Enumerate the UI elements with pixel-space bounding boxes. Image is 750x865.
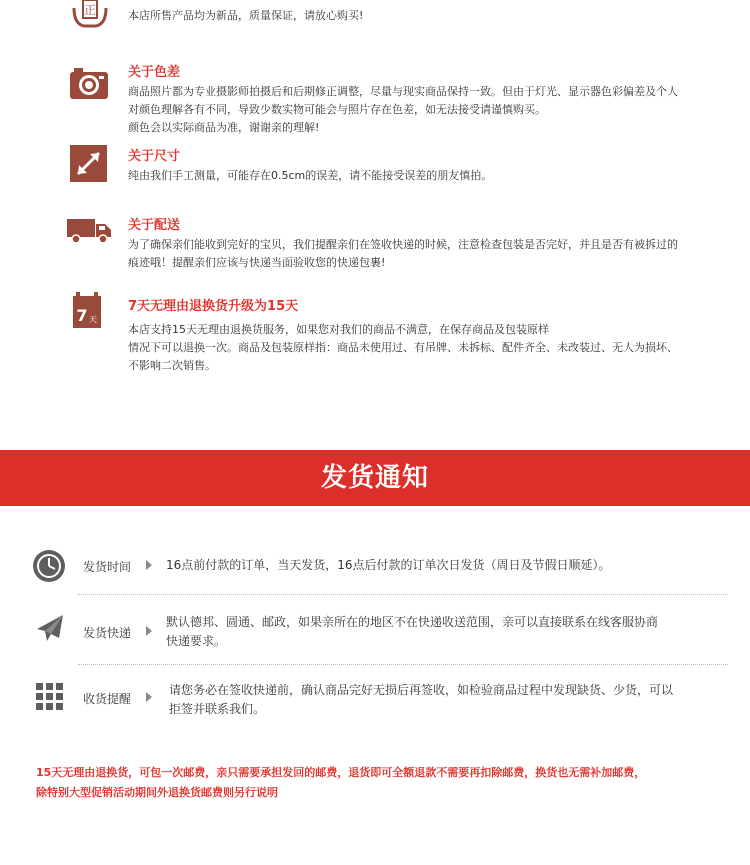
shipping-receipt-label: 收货提醒 <box>83 692 132 706</box>
svg-text:7: 7 <box>76 306 88 325</box>
resize-icon <box>70 145 110 185</box>
arrow-right-icon <box>146 560 152 570</box>
section-return-text: 本店支持15天无理由退换货服务，如果您对我们的商品不满意，在保存商品及包装原样 情况下可以退换一次。商品及包装原样指：商品未使用过、有吊牌、未拆标、配件齐全、未改装过、无人为损坏、 不影响二次销售。 <box>128 323 678 372</box>
shipping-courier-text: 默认德邦、圆通、邮政，如果亲所在的地区不在快递收送范围，亲可以直接联系在线客服协商 快递要求。 <box>166 615 659 648</box>
section-return-title: 7天无理由退换货升级为15天 <box>128 299 299 314</box>
seven-day-icon <box>73 292 103 330</box>
footer-notice-line-2: 除特别大型促销活动期间外退换货邮费则另行说明 <box>36 786 278 799</box>
section-color-text: 商品照片都为专业摄影师拍摄后和后期修正调整，尽量与现实商品保持一致。但由于灯光、显示器色彩偏差及个人 对颜色理解各有不同，导致少数实物可能会与照片存在色差，如无法接受请谨慎购买。 颜色会以实际商品为准，谢谢亲的理解! <box>128 85 678 134</box>
shipping-receipt-row <box>33 678 723 728</box>
arrow-right-icon <box>146 626 152 636</box>
quality-icon <box>70 0 110 34</box>
clock-icon <box>33 550 65 582</box>
section-color-title: 关于色差 <box>128 65 181 80</box>
divider <box>78 594 728 595</box>
shipping-courier-row <box>33 610 723 660</box>
section-delivery-text: 为了确保亲们能收到完好的宝贝，我们提醒亲们在签收快递的时候，注意检查包装是否完好，并且是否有被拆过的 痕迹哦！提醒亲们应该与快递当面验收您的快递包裹! <box>128 238 678 269</box>
svg-text:天: 天 <box>89 315 97 324</box>
shipping-receipt-text: 请您务必在签收快递前，确认商品完好无损后再签收，如检验商品过程中发现缺货、少货，可以 拒签并联系我们。 <box>169 683 674 716</box>
footer-notice-line-1: 15天无理由退换货，可包一次邮费，亲只需要承担发回的邮费，退货即可全额退款不需要再扣除邮费，换货也无需补加邮费， <box>36 766 646 779</box>
section-quality-text: 本店所售产品均为新品，质量保证，请放心购买! <box>128 9 364 22</box>
airplane-icon <box>33 612 67 646</box>
shipping-time-row <box>33 548 723 588</box>
shipping-time-text: 16点前付款的订单，当天发货，16点后付款的订单次日发货（周日及节假日顺延）。 <box>166 558 611 572</box>
shipping-courier-label: 发货快递 <box>83 626 132 640</box>
camera-icon <box>69 66 109 106</box>
shipping-time-label: 发货时间 <box>83 560 132 574</box>
grid-icon <box>36 683 64 711</box>
divider <box>78 664 728 665</box>
section-size-text: 纯由我们手工测量，可能存在0.5cm的误差，请不能接受误差的朋友慎拍。 <box>128 169 493 182</box>
shipping-notice-banner <box>0 450 750 506</box>
section-size-title: 关于尺寸 <box>128 149 181 164</box>
section-delivery-title: 关于配送 <box>128 218 181 233</box>
truck-icon <box>67 217 113 257</box>
banner-title: 发货通知 <box>320 463 429 493</box>
svg-text:正: 正 <box>83 3 97 17</box>
arrow-right-icon <box>146 692 152 702</box>
